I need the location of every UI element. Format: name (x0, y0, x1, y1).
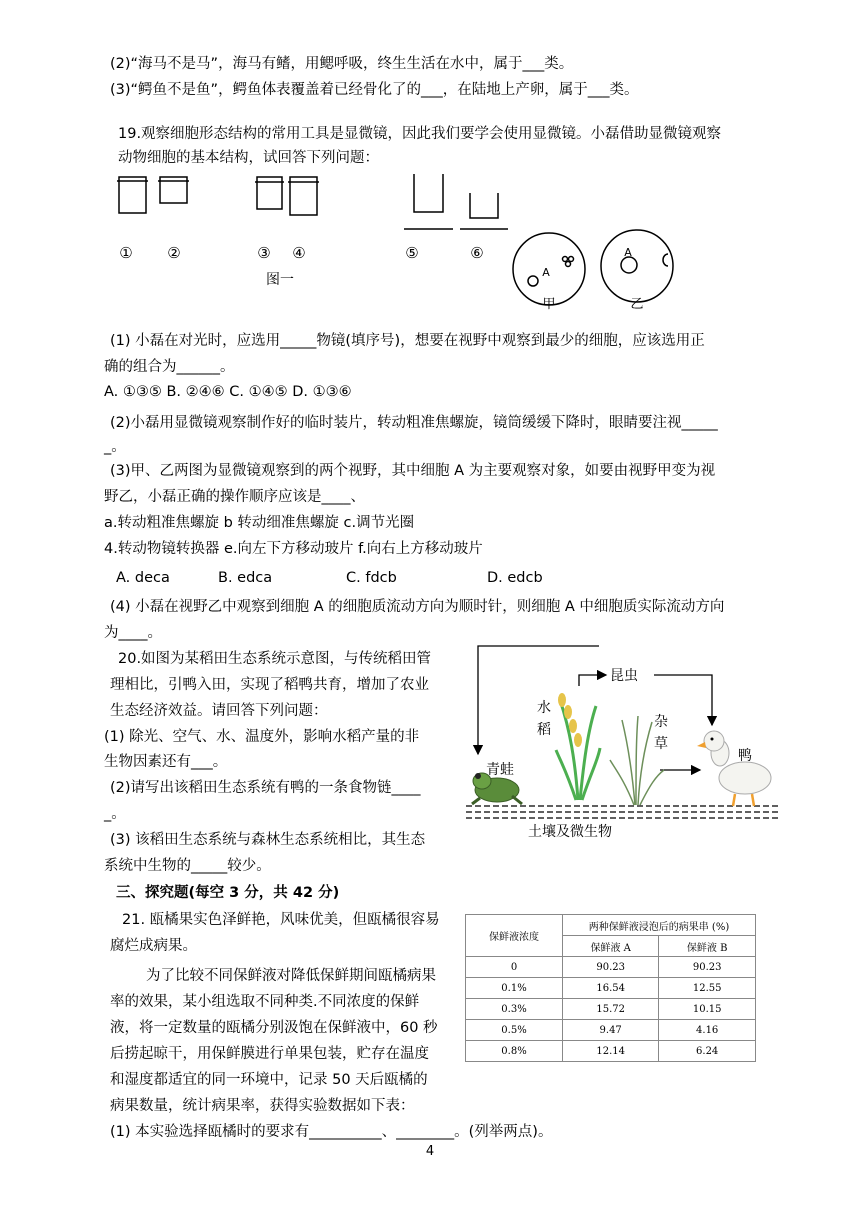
q19-stem-line1: 19.观察细胞形态结构的常用工具是显微镜，因此我们要学会使用显微镜。小磊借助显微镜观察 (118, 126, 722, 142)
q19-part2-line2: _。 (104, 439, 126, 455)
q19-part3-steps1: a.转动粗准焦螺旋 b 转动细准焦螺旋 c.调节光圈 (104, 515, 415, 531)
eco-duck-label: 鸭 (738, 748, 752, 764)
lens-label-6: ⑥ (470, 244, 484, 262)
table-header-group: 两种保鲜液浸泡后的病果串 (%) (563, 915, 756, 936)
q19-part3-steps2: 4.转动物镜转换器 e.向左下方移动玻片 f.向右上方移动玻片 (104, 541, 483, 557)
q20-stem-line2: 理相比，引鸭入田，实现了稻鸭共育，增加了农业 (110, 677, 429, 693)
q21-stem-line2: 腐烂成病果。 (110, 938, 197, 954)
q19-part4-line2: 为____。 (104, 625, 162, 641)
q19-part1-line2: 确的组合为______。 (104, 359, 235, 375)
table-header-concentration: 保鲜液浓度 (466, 915, 563, 957)
q21-stem-line8: 病果数量，统计病果率，获得实验数据如下表： (110, 1098, 415, 1114)
table-row: 0.1% 16.54 12.55 (466, 978, 756, 999)
lens-label-1: ① (119, 244, 133, 262)
q19-part2-line1: (2)小磊用显微镜观察制作好的临时装片，转动粗准焦螺旋，镜筒缓缓下降时，眼睛要注视_____ (110, 415, 718, 431)
q19-part4-line1: (4) 小磊在视野乙中观察到细胞 A 的细胞质流动方向为顺时针，则细胞 A 中细胞质实际流动方向 (110, 599, 725, 615)
table-row: 0.5% 9.47 4.16 (466, 1020, 756, 1041)
lens-label-4: ④ (292, 244, 306, 262)
lens-label-3: ③ (257, 244, 271, 262)
q21-stem-line4: 率的效果，某小组选取不同种类.不同浓度的保鲜 (110, 994, 420, 1010)
q21-stem-line3: 为了比较不同保鲜液对降低保鲜期间瓯橘病果 (146, 968, 436, 984)
q19-part3-line1: (3)甲、乙两图为显微镜观察到的两个视野，其中细胞 A 为主要观察对象，如要由视野甲变为视 (110, 463, 716, 479)
eco-rice-label-1: 水 (537, 700, 551, 716)
q19-part3-option-b: B. edca (218, 570, 273, 586)
q20-part2-line1: (2)请写出该稻田生态系统有鸭的一条食物链____ (110, 780, 421, 796)
q21-part1: (1) 本实验选择瓯橘时的要求有__________、________。(列举两点)。 (110, 1124, 553, 1140)
table-header-b: 保鲜液 B (659, 936, 756, 957)
eco-frog-label: 青蛙 (486, 762, 514, 778)
q18-part3: (3)“鳄鱼不是鱼”，鳄鱼体表覆盖着已经骨化了的___，在陆地上产卵，属于___类。 (110, 82, 639, 98)
lens-label-5: ⑤ (405, 244, 419, 262)
section-3-heading: 三、探究题(每空 3 分，共 42 分) (116, 885, 340, 901)
eco-weed-label-1: 杂 (654, 714, 668, 730)
q18-part2: (2)“海马不是马”，海马有鳍，用鳃呼吸，终生生活在水中，属于___类。 (110, 56, 574, 72)
q19-stem-line2: 动物细胞的基本结构，试回答下列问题： (118, 150, 379, 166)
q19-part3-option-c: C. fdcb (346, 570, 397, 586)
q20-part1-line1: (1) 除光、空气、水、温度外，影响水稻产量的非 (104, 729, 420, 745)
table-row: 0.3% 15.72 10.15 (466, 999, 756, 1020)
q20-stem-line3: 生态经济效益。请回答下列问题： (110, 703, 328, 719)
eco-soil-label: 土壤及微生物 (528, 824, 612, 840)
eco-insect-label: 昆虫 (610, 668, 638, 684)
q19-part3-option-d: D. edcb (487, 570, 543, 586)
q21-stem-line7: 和湿度都适宜的同一环境中，记录 50 天后瓯橘的 (110, 1072, 428, 1088)
table-row: 0 90.23 90.23 (466, 957, 756, 978)
q19-part1-line1: (1) 小磊在对光时，应选用_____物镜(填序号)，想要在视野中观察到最少的细胞，应该选用正 (110, 333, 705, 349)
cell-a-label-yi: A (624, 246, 632, 259)
field-yi-label: 乙 (630, 297, 644, 312)
page-number: 4 (425, 1144, 435, 1159)
q21-stem-line5: 液，将一定数量的瓯橘分别汲饱在保鲜液中，60 秒 (110, 1020, 438, 1036)
field-jia-label: 甲 (542, 297, 556, 312)
q19-part3-line2: 野乙，小磊正确的操作顺序应该是____、 (104, 489, 365, 505)
eco-rice-label-2: 稻 (537, 722, 551, 738)
q20-stem-line1: 20.如图为某稻田生态系统示意图，与传统稻田管 (118, 651, 432, 667)
q21-stem-line6: 后捞起晾干，用保鲜膜进行单果包装，贮存在温度 (110, 1046, 429, 1062)
lens-label-2: ② (167, 244, 181, 262)
q20-part3-line2: 系统中生物的_____较少。 (104, 858, 271, 874)
q20-part1-line2: 生物因素还有___。 (104, 754, 228, 770)
cell-a-label-jia: A (542, 266, 550, 279)
preservation-table (465, 914, 756, 1062)
figure1-caption: 图一 (266, 272, 294, 288)
table-header-a: 保鲜液 A (563, 936, 659, 957)
q19-part1-options: A. ①③⑤ B. ②④⑥ C. ①④⑤ D. ①③⑥ (104, 384, 352, 400)
q19-part3-option-a: A. deca (116, 570, 170, 586)
table-row: 0.8% 12.14 6.24 (466, 1041, 756, 1062)
q20-part3-line1: (3) 该稻田生态系统与森林生态系统相比，其生态 (110, 832, 426, 848)
q21-stem-line1: 21. 瓯橘果实色泽鲜艳，风味优美，但瓯橘很容易 (122, 912, 440, 928)
eco-weed-label-2: 草 (654, 736, 668, 752)
q20-part2-line2: _。 (104, 806, 126, 822)
